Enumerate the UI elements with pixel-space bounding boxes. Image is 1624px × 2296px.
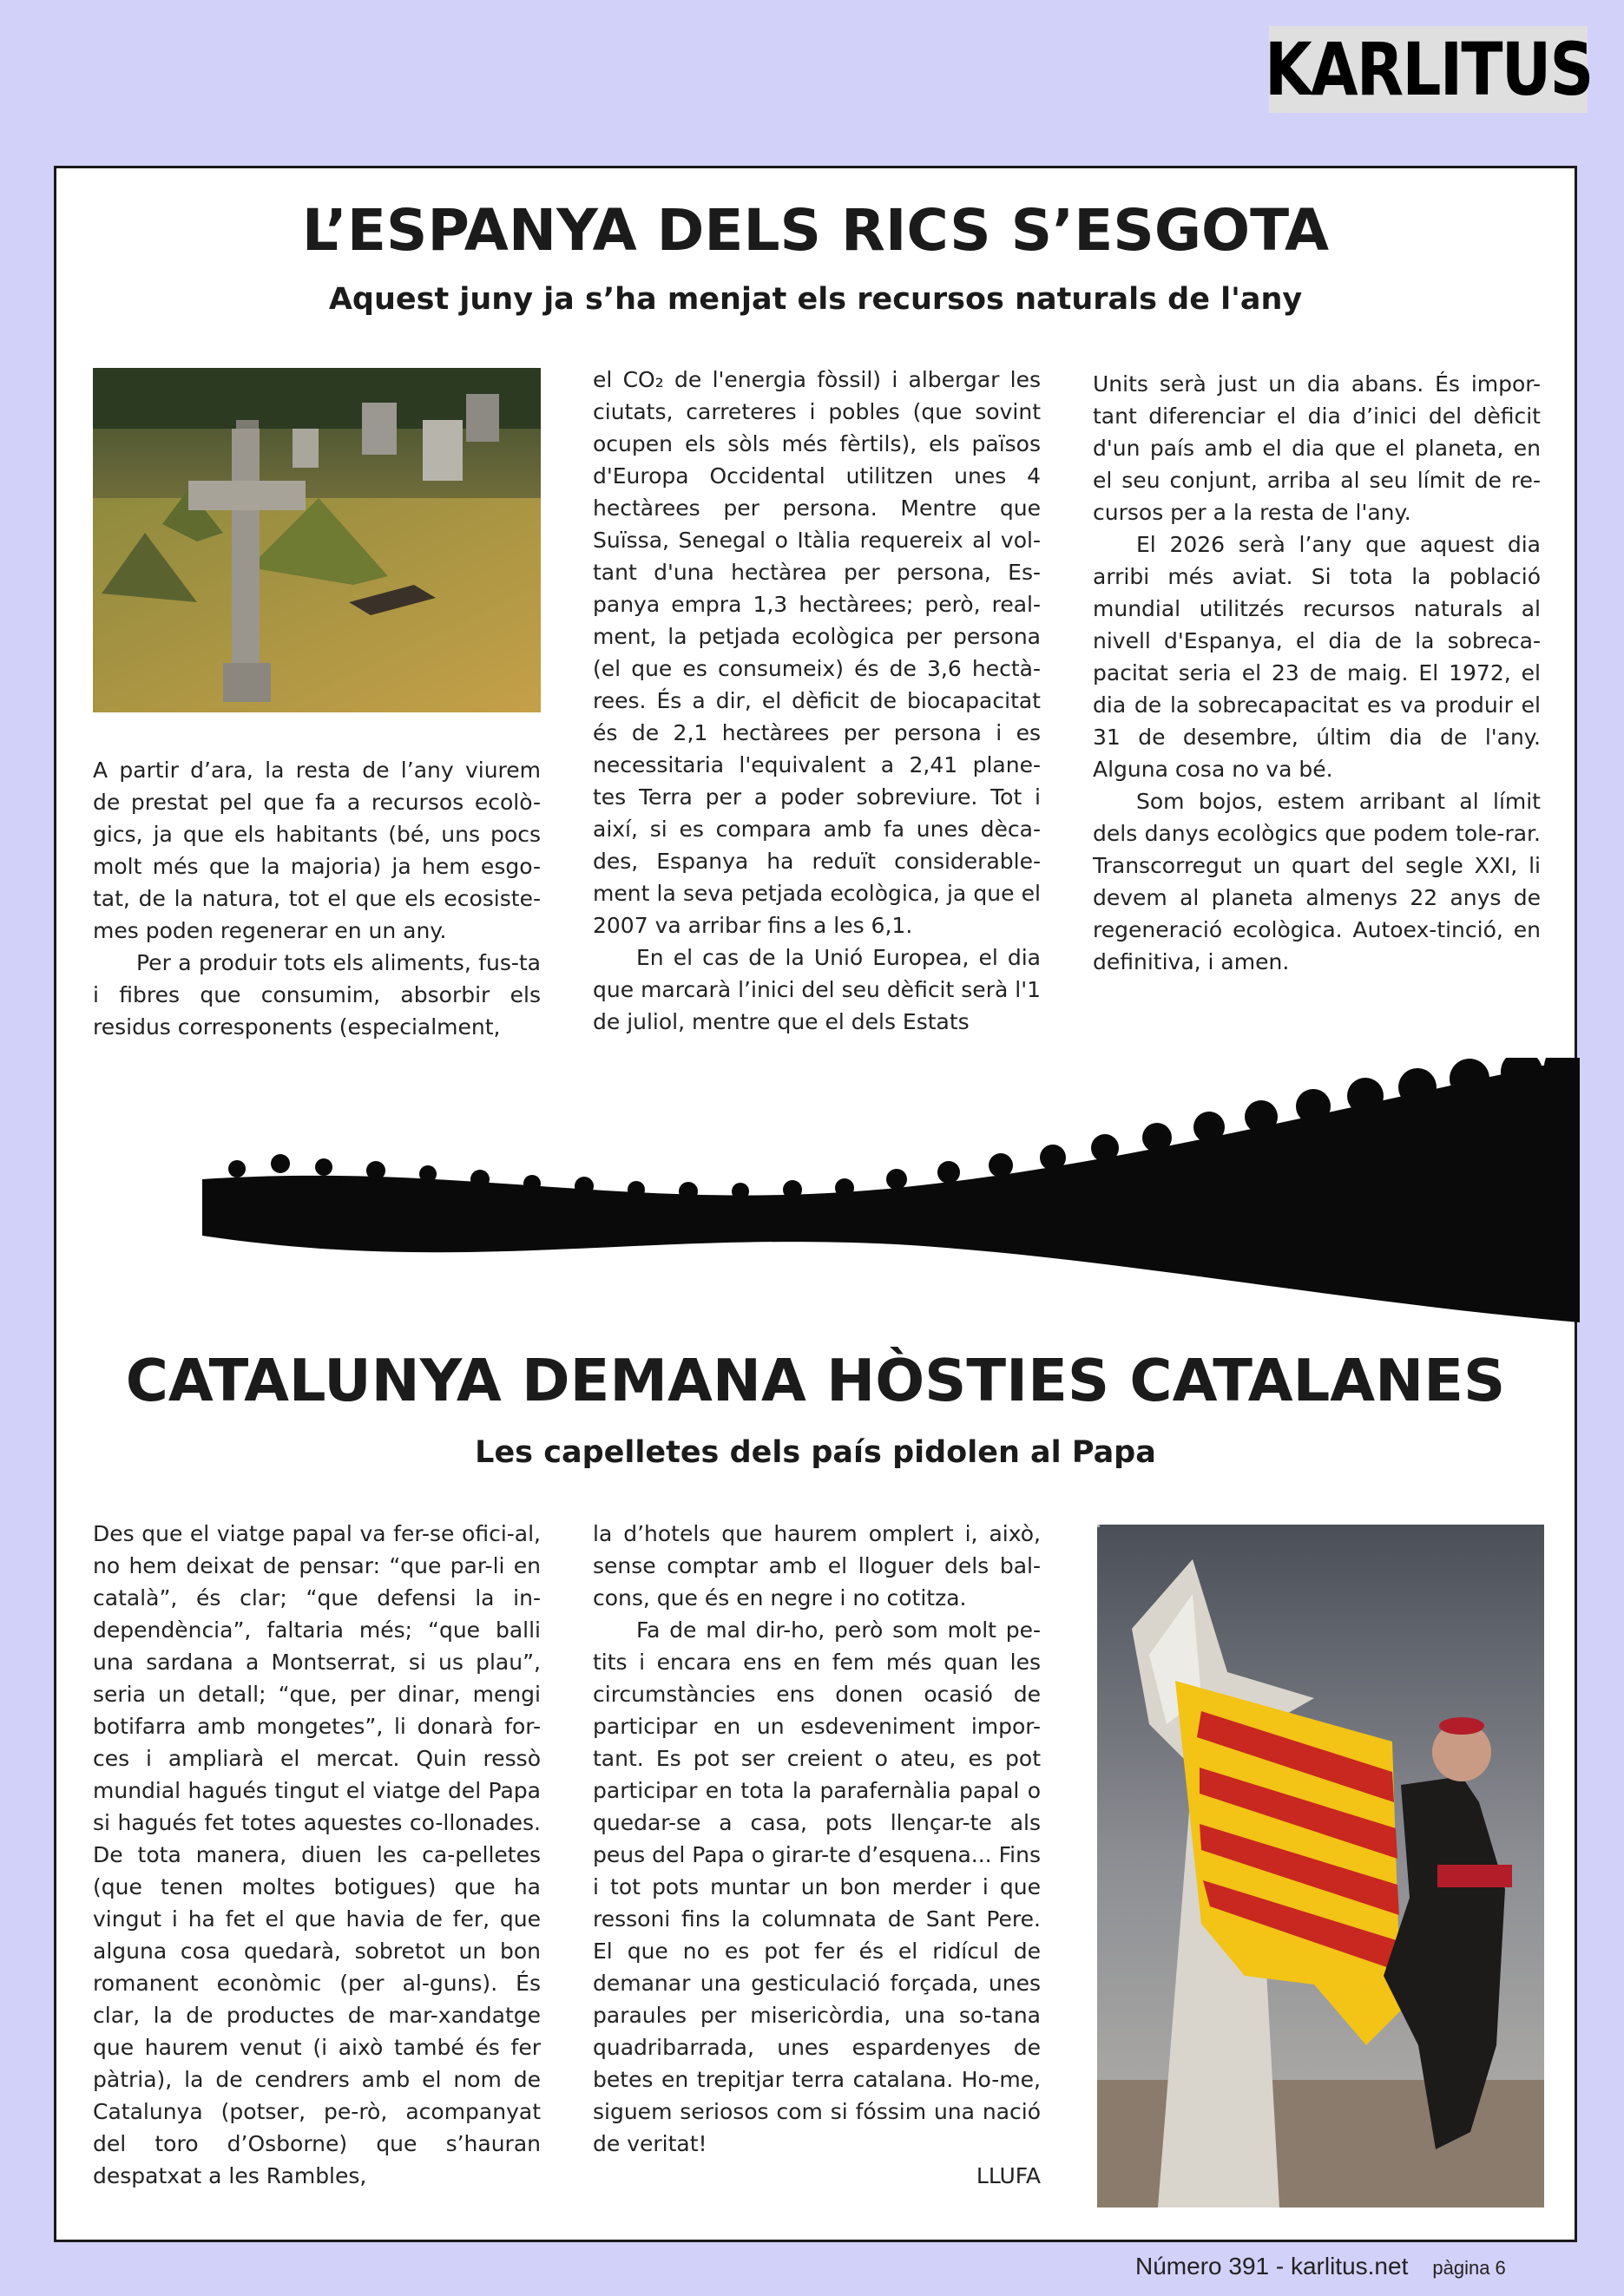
masthead-brand: KARLITUS <box>1264 27 1593 112</box>
article2-subtitle: Les capelletes dels país pidolen al Papa <box>475 1435 1156 1470</box>
masthead-logo <box>1264 26 1593 113</box>
article1-col1-para-2: Per a produir tots els aliments, fus-ta i fibres que consumim, absorbir els residus corresponents (especialment, <box>93 950 541 1040</box>
article1-column-3 <box>1093 368 1541 978</box>
page-frame <box>54 166 1577 2242</box>
article1-col3-para-2: El 2026 serà l’any que aquest dia arribi més aviat. Si tota la població mundial utilitzés recursos naturals al nivell d'Espanya, el dia de la sobreca-pacitat seria el 23 de maig. El 1972, el dia de la sobrecapacitat es va produir el 31 de desembre, últim dia de l'any. Alguna cosa no va bé. <box>1093 532 1541 782</box>
article1-col1-para-1: A partir d’ara, la resta de l’any viurem de prestat pel que fa a recursos ecolò-gics, ja que els habitants (bé, uns pocs molt més que la majoria) ja hem esgo-tat, de la natura, tot el que els ecosiste-mes poden regenerar en un any. <box>93 758 541 943</box>
article2-col1-para-1: Des que el viatge papal va fer-se ofici-al, no hem deixat de pensar: “que par-li en català”, és clar; “que defensi la in-dependència”, faltaria més; “que balli una sardana a Montserrat, si us plau”, seria un detall; “que, per dinar, mengi botifarra amb mongetes”, li donarà for-ces i ampliarà el mercat. Quin ressò mundial hagués tingut el viatge del Papa si hagués fet totes aquestes co-llonades. De tota manera, diuen les ca-pelletes (que tenen moltes botigues) que ha vingut i ha fet el que havia de fer, que alguna cosa quedarà, sobretot un bon romanent econòmic (per al-guns). És clar, la de productes de mar-xandatge que haurem venut (i això també és fer pàtria), la de cendrers amb el nom de Catalunya (potser, pe-rò, acompanyat del toro d’Osborne) que s’hauran despatxat a les Rambles, <box>93 1521 541 2188</box>
article2-title: CATALUNYA DEMANA HÒSTIES CATALANES <box>125 1347 1506 1414</box>
article2-col2-para-2: Fa de mal dir-ho, però som molt pe-tits i encara ens en fem més quan les circumstàncies ens donen ocasió de participar en un esdeveniment impor-tant. Es pot ser creient o ateu, es pot participar en tota la parafernàlia papal o quedar-se a casa, pots llençar-te als peus del Papa o girar-te d’esquena... Fins i tot pots muntar un bon merder i que ressoni fins la columnata de Sant Pere. El que no es pot fer és el ridícul de demanar una gesticulació forçada, unes paraules per misericòrdia, una so-tana quadribarrada, unes espardenyes de betes en trepitjar terra catalana. Ho-me, siguem seriosos com si fóssim una nació de veritat! <box>593 1617 1041 2156</box>
article1-column-2 <box>593 364 1041 1038</box>
article2-signature: LLUFA <box>976 2163 1041 2188</box>
page-footer <box>1135 2253 1587 2287</box>
cardinal-senyera-photo <box>1097 1525 1544 2207</box>
flooded-cemetery-photo <box>93 368 541 712</box>
article1-col3-para-3: Som bojos, estem arribant al límit dels danys ecològics que podem tole-rar. Transcorregut un quart del segle XXI, li devem al planeta almenys 22 anys de regeneració ecològica. Autoex-tinció, en definitiva, i amen. <box>1093 789 1541 974</box>
page-number: pàgina 6 <box>1432 2257 1506 2279</box>
article2-column-1 <box>93 1518 541 2192</box>
article1-subtitle: Aquest juny ja s’ha menjat els recursos naturals de l'any <box>328 282 1303 317</box>
article2-col2-para-1: la d’hotels que haurem omplert i, això, sense comptar amb el lloguer dels bal-cons, que és en negre i no cotitza. <box>593 1521 1041 1610</box>
article2-column-2 <box>593 1518 1041 2192</box>
article1-column-1 <box>93 754 541 1043</box>
article1-col2-para-1: el CO₂ de l'energia fòssil) i albergar les ciutats, carreteres i pobles (que sovint ocupen els sòls més fèrtils), els països d'Europa Occidental utilitzen unes 4 hectàrees per persona. Mentre que Suïssa, Senegal o Itàlia requereix al vol-tant d'una hectàrea per persona, Es-panya empra 1,3 hectàrees; però, real-ment, la petjada ecològica per persona (el que es consumeix) és de 3,6 hectà-rees. És a dir, el dèficit de biocapacitat és de 2,1 hectàrees per persona i es necessitaria l'equivalent a 2,41 plane-tes Terra per a poder sobreviure. Tot i així, si es compara amb fa unes dèca-des, Espanya ha reduït considerable-ment la seva petjada ecològica, ja que el 2007 va arribar fins a les 6,1. <box>593 367 1041 938</box>
issue-number: Número 391 - karlitus.net <box>1135 2253 1409 2280</box>
article1-col2-para-2: En el cas de la Unió Europea, el dia que marcarà l’inici del seu dèficit serà l'1 de juliol, mentre que el dels Estats <box>593 945 1041 1034</box>
article1-col3-para-1: Units serà just un dia abans. És impor-tant diferenciar el dia d’inici del dèficit d'un país amb el dia que el planeta, en el seu conjunt, arriba al seu límit de re-cursos per a la resta de l'any. <box>1093 371 1541 525</box>
crowd-silhouette-banner <box>202 1058 1580 1322</box>
article1-title: L’ESPANYA DELS RICS S’ESGOTA <box>301 197 1330 264</box>
